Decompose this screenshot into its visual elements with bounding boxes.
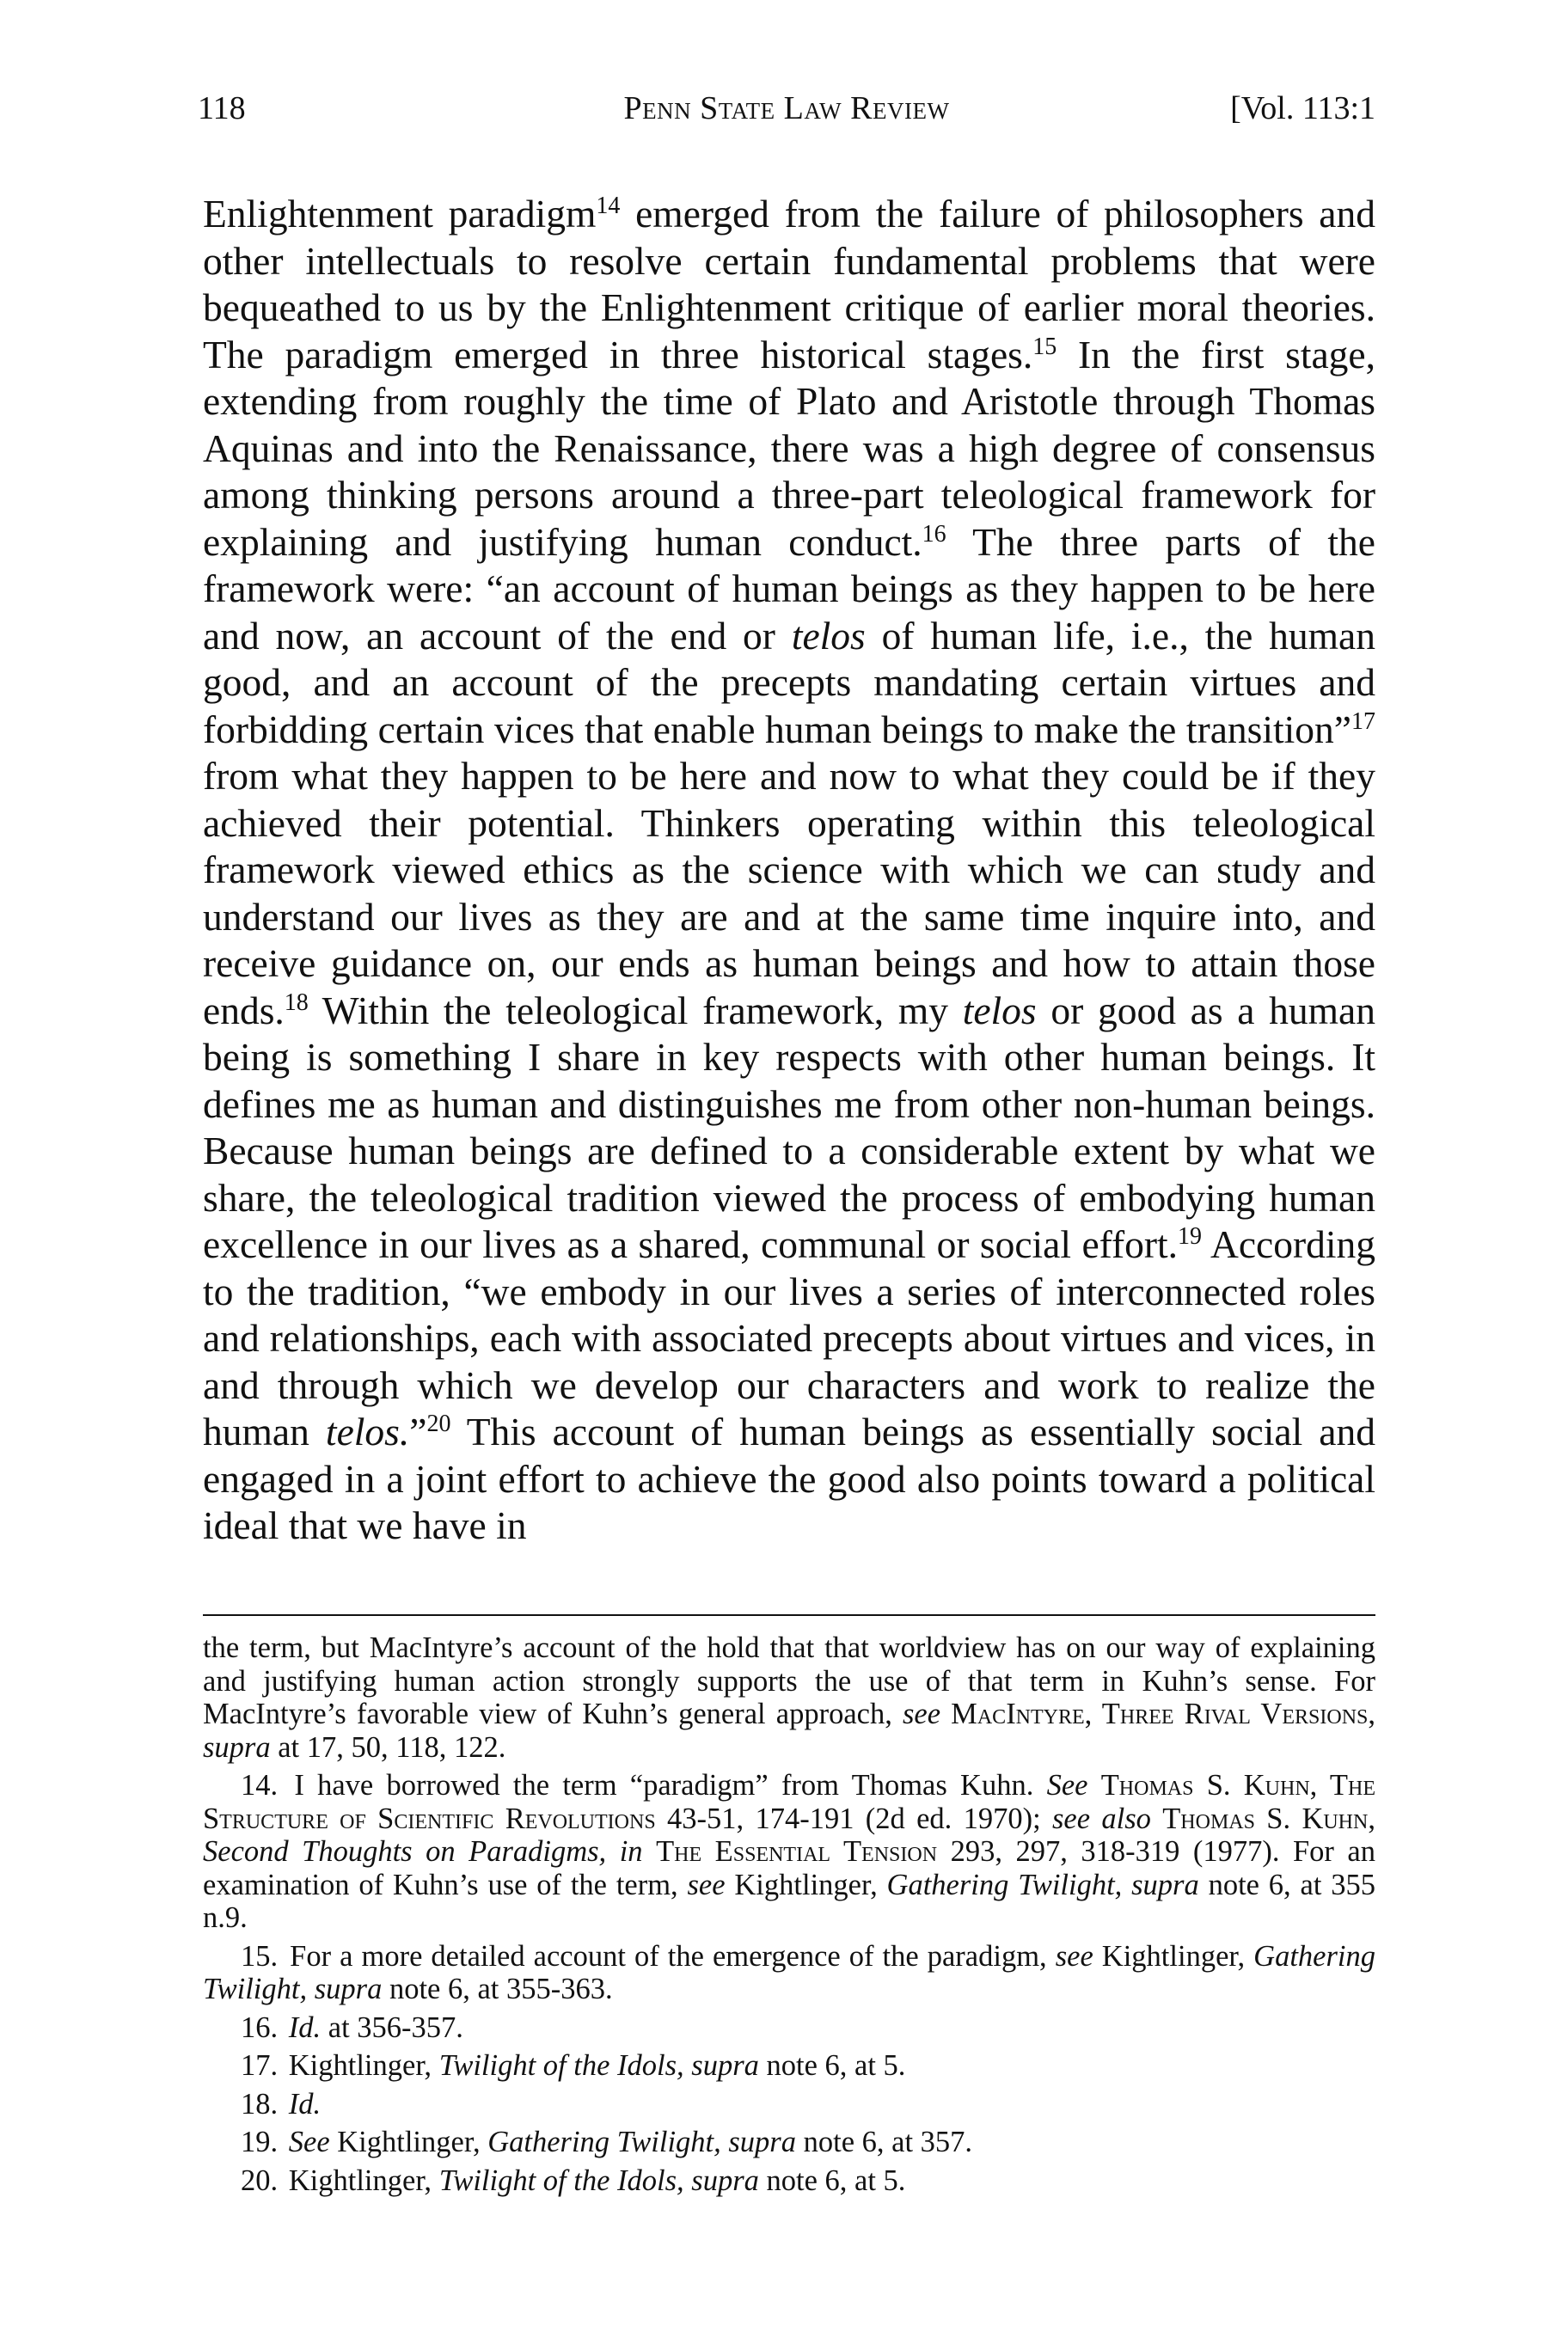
small-caps-citation: MacIntyre, Three Rival Versions, [951,1698,1375,1730]
text-run: note 6, at 5. [758,2049,906,2082]
text-run [1087,1769,1100,1802]
footnote-number: 20. [241,2164,279,2197]
main-paragraph [203,191,1375,1550]
text-run: or good as a human being is something I share in key respects with other human beings. It defines me as human and distinguishes me from other non-human beings. Because human beings are defined to a considerable extent by what we share, the teleological tradition viewed the process of embodying human excellence in our lives as a shared, communal or social effort. [203,988,1375,1266]
footnote-continuation [203,1631,1375,1764]
text-run: 293, 297, 318-319 (1977). For an examination of Kuhn’s use of the term, [203,1835,1375,1901]
footnote-18 [203,2088,1375,2121]
text-run: note 6, at 5. [758,2164,906,2197]
footnote-ref-17: 17 [1351,707,1375,735]
italic-title: Twilight of the Idols, supra [438,2049,759,2082]
text-run: The three parts of the framework were: “an account of human beings as they happen to be here and now, an account of the end or [203,519,1375,658]
text-run [643,1835,657,1868]
small-caps-citation: Thomas S. Kuhn, [1162,1802,1375,1835]
text-run: Kightlinger, [725,1868,887,1901]
footnote-ref-14: 14 [596,192,621,219]
small-caps-citation: The Essential Tension [656,1835,938,1868]
running-header [198,89,1375,132]
text-run: This account of human beings as essentially social and engaged in a joint effort to achieve the good also points toward a political ideal that we have in [203,1410,1375,1547]
text-run: Kightlinger, [288,2049,439,2082]
footnote-divider [203,1614,1375,1616]
text-run [1151,1802,1162,1835]
text-run: of human life, i.e., the human good, and an account of the precepts mandating certain virtues and forbidding certain vices that enable human beings to make the transition” [203,613,1375,751]
footnote-number: 14. [241,1769,279,1802]
text-run: In the first stage, extending from roughly the time of Plato and Aristotle through Thomas Aquinas and into the Renaissance, there was a high degree of consensus among thinking persons around a three-part teleological framework for explaining and justifying human conduct. [203,332,1375,564]
italic-signal: supra [203,1730,271,1764]
text-run: note 6, at 355-363. [382,1973,613,2005]
italic-title: Gathering Twilight, supra [203,1939,1375,2005]
italic-signal: see [687,1868,726,1901]
italic-signal: see [902,1698,941,1730]
italic-term: telos [962,988,1037,1032]
italic-signal: see also [1052,1802,1151,1835]
text-run [940,1698,951,1730]
italic-title: Second Thoughts on Paradigms, in [203,1835,643,1868]
italic-signal: Id. [288,2011,322,2044]
text-run: ” [409,1410,427,1454]
text-run: emerged from the failure of philosophers and other intellectuals to resolve certain fundamental problems that were bequeathed to us by the Enlightenment critique of earlier moral theories. The paradigm emerged in three historical stages. [203,192,1375,376]
text-run: Within the teleological framework, my [308,988,963,1032]
italic-signal: Id. [288,2087,322,2121]
text-run: I have borrowed the term “paradigm” from Thomas Kuhn. [294,1769,1047,1802]
italic-signal: see [1055,1939,1093,1973]
text-run: note 6, at 355 n.9. [203,1868,1375,1934]
footnote-14 [203,1769,1375,1935]
text-run: According to the tradition, “we embody in our lives a series of interconnected roles and relationships, each with associated precepts about virtues and vices, in and through which we develop our characters and work to realize the human [203,1222,1375,1454]
text-run: at 17, 50, 118, 122. [270,1730,506,1764]
text-run: For a more detailed account of the emergence of the paradigm, [290,1939,1056,1973]
text-run: from what they happen to be here and now to what they could be if they achieved their potential. Thinkers operating within this teleological framework viewed ethics as the science with which we can study and understand our lives as they are and at the same time inquire into, and receive guidance on, our ends as human beings and how to attain those ends. [203,754,1375,1032]
italic-term: telos. [325,1410,410,1454]
italic-title: Gathering Twilight, supra [886,1868,1199,1901]
small-caps-citation: Thomas S. Kuhn, The Structure of Scientific Revolutions [203,1769,1375,1835]
text-run: the term, but MacIntyre’s account of the hold that that worldview has on our way of explaining and justifying human action strongly supports the use of that term in Kuhn’s sense. For MacIntyre’s favorable view of Kuhn’s general approach, [203,1631,1375,1730]
footnote-number: 17. [241,2049,279,2082]
text-run: Kightlinger, [288,2164,439,2197]
italic-signal: See [1046,1769,1088,1802]
footnote-ref-18: 18 [284,988,309,1016]
journal-title: Penn State Law Review [623,90,950,126]
text-run: note 6, at 357. [795,2126,973,2158]
footnote-ref-20: 20 [426,1410,451,1437]
footnote-number: 19. [241,2126,279,2158]
italic-title: Twilight of the Idols, supra [438,2164,759,2197]
volume-issue: [Vol. 113:1 [1230,90,1375,126]
text-run: Kightlinger, [1093,1939,1254,1973]
footnote-number: 15. [241,1939,279,1973]
footnote-20 [203,2164,1375,2198]
italic-term: telos [791,613,866,658]
footnote-ref-16: 16 [922,520,946,548]
text-run: at 356-357. [321,2011,463,2044]
footnote-ref-19: 19 [1178,1222,1203,1250]
footnote-16 [203,2011,1375,2045]
footnote-number: 16. [241,2011,279,2044]
text-run: 43-51, 174-191 (2d ed. 1970); [655,1802,1052,1835]
text-run: Kightlinger, [329,2126,488,2158]
italic-signal: See [288,2126,330,2158]
footnotes [203,1631,1375,2202]
footnote-ref-15: 15 [1032,333,1057,360]
footnote-19 [203,2126,1375,2159]
page-number: 118 [198,90,246,126]
footnote-17 [203,2049,1375,2083]
text-run: Enlightenment paradigm [203,192,597,236]
footnote-15 [203,1940,1375,2006]
footnote-number: 18. [241,2087,279,2121]
italic-title: Gathering Twilight, supra [487,2126,796,2158]
